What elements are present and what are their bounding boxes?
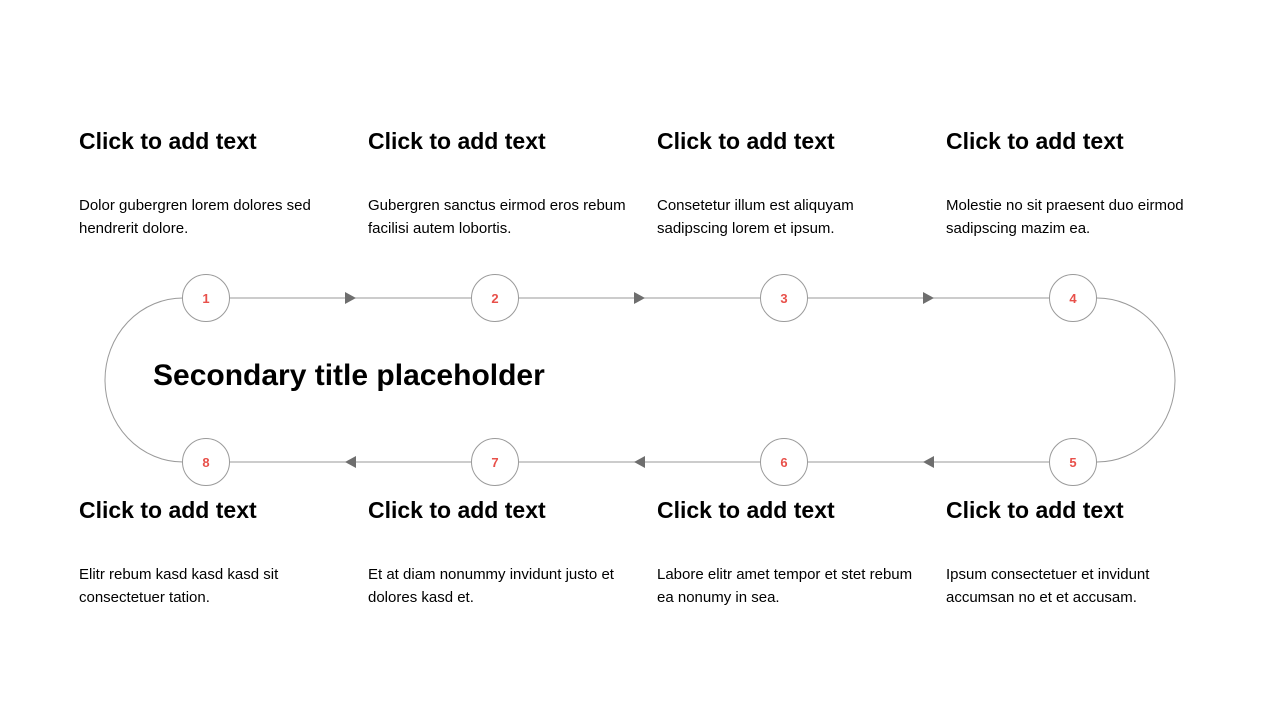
arrow-left-icon — [345, 456, 356, 468]
arrow-left-icon — [923, 456, 934, 468]
step-8-badge: 8 — [182, 438, 230, 486]
step-3-title[interactable]: Click to add text — [657, 128, 835, 154]
arrow-right-icon — [345, 292, 356, 304]
step-5-description[interactable]: Ipsum consectetuer et invidunt accumsan no et et accusam. — [946, 566, 1150, 606]
step-8-title[interactable]: Click to add text — [79, 497, 257, 523]
arrow-left-icon — [634, 456, 645, 468]
step-3-badge: 3 — [760, 274, 808, 322]
connector-4-5-curve — [1097, 298, 1175, 462]
step-5-title[interactable]: Click to add text — [946, 497, 1124, 523]
step-6-description[interactable]: Labore elitr amet tempor et stet rebum ea nonumy in sea. — [657, 566, 913, 606]
step-1-title[interactable]: Click to add text — [79, 128, 257, 154]
step-1-description[interactable]: Dolor gubergren lorem dolores sed hendrerit dolore. — [79, 197, 311, 237]
step-2-description[interactable]: Gubergren sanctus eirmod eros rebum facilisi autem lobortis. — [368, 197, 626, 237]
step-6-title[interactable]: Click to add text — [657, 497, 835, 523]
step-4-title[interactable]: Click to add text — [946, 128, 1124, 154]
step-8-description[interactable]: Elitr rebum kasd kasd kasd sit consectetuer tation. — [79, 566, 279, 606]
step-4-description[interactable]: Molestie no sit praesent duo eirmod sadipscing mazim ea. — [946, 197, 1184, 237]
step-1-badge: 1 — [182, 274, 230, 322]
secondary-title[interactable]: Secondary title placeholder — [153, 359, 545, 392]
step-2-title[interactable]: Click to add text — [368, 128, 546, 154]
step-5-badge: 5 — [1049, 438, 1097, 486]
step-7-badge: 7 — [471, 438, 519, 486]
step-3-description[interactable]: Consetetur illum est aliquyam sadipscing lorem et ipsum. — [657, 197, 854, 237]
step-6-badge: 6 — [760, 438, 808, 486]
step-2-badge: 2 — [471, 274, 519, 322]
step-7-description[interactable]: Et at diam nonummy invidunt justo et dolores kasd et. — [368, 566, 614, 606]
step-4-badge: 4 — [1049, 274, 1097, 322]
arrow-right-icon — [634, 292, 645, 304]
arrow-right-icon — [923, 292, 934, 304]
step-7-title[interactable]: Click to add text — [368, 497, 546, 523]
